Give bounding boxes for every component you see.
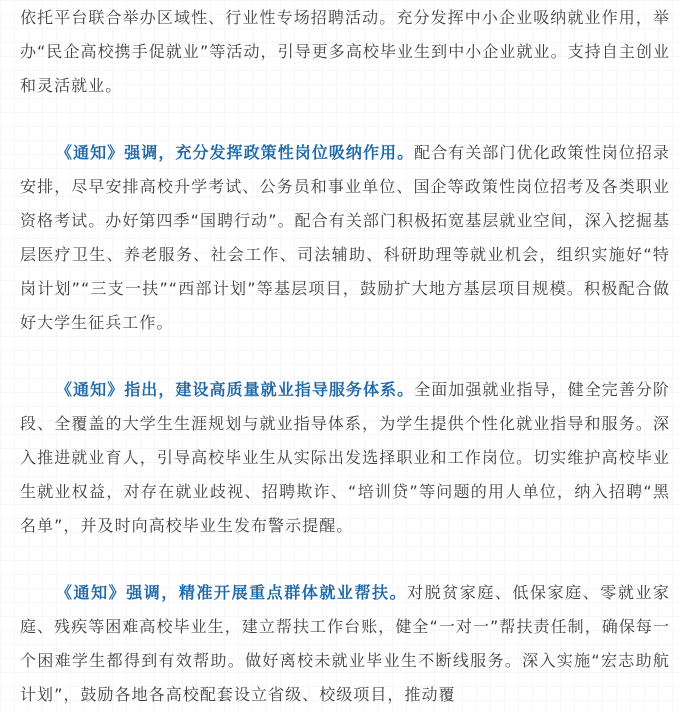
- paragraph-2-lead: 《通知》强调，充分发挥政策性岗位吸纳作用。: [56, 143, 415, 162]
- paragraph-spacer: [20, 340, 670, 373]
- paragraph-4: [20, 576, 670, 712]
- paragraph-3-text: 全面加强就业指导，健全完善分阶段、全覆盖的大学生生涯规划与就业指导体系，为学生提供个性化就业指导和服务。深入推进就业育人，引导高校毕业生从实际出发选择职业和工作岗位。切实维护高校毕业生就业权益，对存在就业歧视、招聘欺诈、“培训贷”等问题的用人单位，纳入招聘“黑名单”，并及时向高校毕业生发布警示提醒。: [20, 380, 670, 535]
- paragraph-4-lead: 《通知》强调，精准开展重点群体就业帮扶。: [56, 583, 408, 602]
- paragraph-2: [20, 136, 670, 340]
- paragraph-2-text: 配合有关部门优化政策性岗位招录安排，尽早安排高校升学考试、公务员和事业单位、国企等政策性岗位招考及各类职业资格考试。办好第四季“国聘行动”。配合有关部门积极拓宽基层就业空间，深入挖掘基层医疗卫生、养老服务、社会工作、司法辅助、科研助理等就业机会，组织实施好“特岗计划”“三支一扶”“西部计划”等基层项目，鼓励扩大地方基层项目规模。积极配合做好大学生征兵工作。: [20, 143, 670, 332]
- paragraph-4-text: 对脱贫家庭、低保家庭、零就业家庭、残疾等困难高校毕业生，建立帮扶工作台账，健全“一对一”帮扶责任制，确保每一个困难学生都得到有效帮助。做好离校未就业毕业生不断线服务。深入实施“宏志助航计划”，鼓励各地各高校配套设立省级、校级项目，推动覆: [20, 583, 670, 704]
- paragraph-1-text: 依托平台联合举办区域性、行业性专场招聘活动。充分发挥中小企业吸纳就业作用，举办“民企高校携手促就业”等活动，引导更多高校毕业生到中小企业就业。支持自主创业和灵活就业。: [20, 8, 670, 95]
- paragraph-3: [20, 373, 670, 543]
- paragraph-3-lead: 《通知》指出，建设高质量就业指导服务体系。: [56, 380, 415, 399]
- paragraph-spacer: [20, 103, 670, 136]
- article-body: [20, 0, 670, 712]
- paragraph-1: [20, 1, 670, 103]
- paragraph-spacer: [20, 543, 670, 576]
